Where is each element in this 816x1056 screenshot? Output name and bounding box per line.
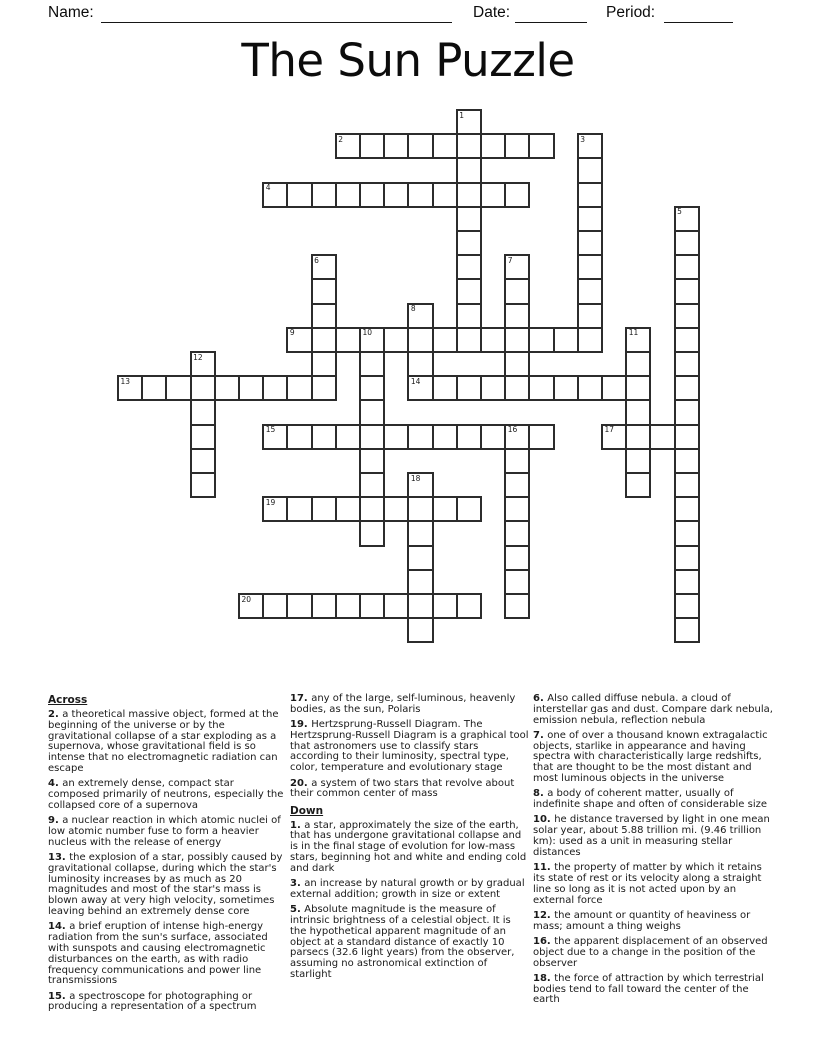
grid-cell-r19c12[interactable] bbox=[407, 569, 433, 595]
grid-cell-r18c23[interactable] bbox=[674, 545, 700, 571]
grid-cell-r14c10[interactable] bbox=[359, 448, 385, 474]
grid-cell-r1c14[interactable] bbox=[456, 133, 482, 159]
grid-cell-r14c23[interactable] bbox=[674, 448, 700, 474]
grid-cell-r3c13[interactable] bbox=[432, 182, 458, 208]
clue-13-across: 13. the explosion of a star, possibly caused by gravitational collapse, during which the star's luminosity increases by as much as 20 magnitudes and most of the star's mass is blown away at very high velocity, sometimes leaving behind an extremely dense core bbox=[48, 852, 283, 918]
clue-12-down: 12. the amount or quantity of heaviness or mass; amount a thing weighs bbox=[533, 909, 751, 932]
grid-cell-r20c5[interactable] bbox=[238, 593, 264, 619]
grid-cell-r16c10[interactable] bbox=[359, 496, 385, 522]
grid-cell-r5c19[interactable] bbox=[577, 230, 603, 256]
grid-cell-r11c17[interactable] bbox=[528, 375, 554, 401]
grid-cell-r11c21[interactable] bbox=[625, 375, 651, 401]
grid-cell-r13c15[interactable] bbox=[480, 424, 506, 450]
grid-cell-r11c1[interactable] bbox=[141, 375, 167, 401]
grid-cell-r18c16[interactable] bbox=[504, 545, 530, 571]
down-clues-list bbox=[290, 821, 530, 981]
grid-cell-r8c19[interactable] bbox=[577, 303, 603, 329]
grid-cell-r11c16[interactable] bbox=[504, 375, 530, 401]
grid-cell-r16c14[interactable] bbox=[456, 496, 482, 522]
cell-number: 3 bbox=[580, 134, 586, 144]
cell-number: 2 bbox=[338, 134, 344, 144]
grid-cell-r7c8[interactable] bbox=[311, 278, 337, 304]
grid-cell-r20c12[interactable] bbox=[407, 593, 433, 619]
clue-20-across: 20. a system of two stars that revolve about their common center of mass bbox=[290, 777, 515, 800]
grid-cell-r12c10[interactable] bbox=[359, 399, 385, 425]
grid-cell-r20c16[interactable] bbox=[504, 593, 530, 619]
grid-cell-r4c14[interactable] bbox=[456, 206, 482, 232]
grid-cell-r13c23[interactable] bbox=[674, 424, 700, 450]
grid-cell-r11c2[interactable] bbox=[165, 375, 191, 401]
grid-cell-r7c23[interactable] bbox=[674, 278, 700, 304]
date-label: Date: bbox=[473, 4, 511, 21]
clue-number: 5. bbox=[290, 904, 305, 916]
grid-cell-r1c15[interactable] bbox=[480, 133, 506, 159]
cell-number: 18 bbox=[410, 473, 421, 483]
grid-cell-r1c9[interactable] bbox=[335, 133, 361, 159]
name-input-line[interactable] bbox=[101, 0, 452, 23]
grid-cell-r15c21[interactable] bbox=[625, 472, 651, 498]
grid-cell-r11c23[interactable] bbox=[674, 375, 700, 401]
grid-cell-r8c16[interactable] bbox=[504, 303, 530, 329]
cell-number: 16 bbox=[507, 425, 518, 435]
grid-cell-r2c19[interactable] bbox=[577, 157, 603, 183]
grid-cell-r12c21[interactable] bbox=[625, 399, 651, 425]
grid-cell-r9c23[interactable] bbox=[674, 327, 700, 353]
grid-cell-r15c3[interactable] bbox=[190, 472, 216, 498]
clue-number: 11. bbox=[533, 862, 555, 874]
grid-cell-r20c7[interactable] bbox=[286, 593, 312, 619]
clue-14-across: 14. a brief eruption of intense high-energy radiation from the sun's surface, associated with sunspots and causing electromagnetic disturbances on the earth, as with radio frequency communications and power line transmissions bbox=[48, 921, 268, 987]
cell-number: 19 bbox=[265, 497, 276, 507]
clue-number: 8. bbox=[533, 788, 548, 800]
clue-6-down: 6. Also called diffuse nebula. a cloud of interstellar gas and dust. Compare dark nebula, emission nebula, reflection nebula bbox=[533, 693, 773, 726]
grid-cell-r9c16[interactable] bbox=[504, 327, 530, 353]
grid-cell-r8c14[interactable] bbox=[456, 303, 482, 329]
clue-number: 16. bbox=[533, 935, 555, 947]
across-clues-list-continued bbox=[290, 694, 530, 800]
clue-7-down: 7. one of over a thousand known extragalactic objects, starlike in appearance and having spectra with characteristically large redshifts, that are thought to be the most distant and most luminous objects in the universe bbox=[533, 729, 768, 785]
grid-cell-r9c8[interactable] bbox=[311, 327, 337, 353]
grid-cell-r21c23[interactable] bbox=[674, 617, 700, 643]
grid-cell-r7c14[interactable] bbox=[456, 278, 482, 304]
page-title: The Sun Puzzle bbox=[241, 34, 575, 87]
grid-cell-r13c3[interactable] bbox=[190, 424, 216, 450]
grid-cell-r7c19[interactable] bbox=[577, 278, 603, 304]
clue-number: 19. bbox=[290, 719, 312, 731]
grid-cell-r8c8[interactable] bbox=[311, 303, 337, 329]
grid-cell-r6c23[interactable] bbox=[674, 254, 700, 280]
grid-cell-r16c6[interactable] bbox=[262, 496, 288, 522]
clue-18-down: 18. the force of attraction by which terrestrial bodies tend to fall toward the center of the earth bbox=[533, 972, 764, 1006]
clue-number: 2. bbox=[48, 709, 63, 720]
grid-cell-r11c13[interactable] bbox=[432, 375, 458, 401]
grid-cell-r5c14[interactable] bbox=[456, 230, 482, 256]
cell-number: 4 bbox=[265, 183, 271, 193]
clue-16-down: 16. the apparent displacement of an observed object due to a change in the position of the observer bbox=[533, 935, 768, 969]
grid-cell-r9c11[interactable] bbox=[383, 327, 409, 353]
grid-cell-r6c19[interactable] bbox=[577, 254, 603, 280]
name-label: Name: bbox=[48, 4, 94, 21]
clue-number: 14. bbox=[48, 921, 70, 933]
clue-15-across: 15. a spectroscope for photographing or producing a representation of a spectrum bbox=[48, 990, 257, 1013]
grid-cell-r1c12[interactable] bbox=[407, 133, 433, 159]
clue-17-across: 17. any of the large, self-luminous, heavenly bodies, as the sun, Polaris bbox=[290, 693, 516, 715]
grid-cell-r15c12[interactable] bbox=[407, 472, 433, 498]
clue-number: 13. bbox=[48, 852, 70, 864]
grid-cell-r11c4[interactable] bbox=[214, 375, 240, 401]
grid-cell-r9c14[interactable] bbox=[456, 327, 482, 353]
grid-cell-r11c14[interactable] bbox=[456, 375, 482, 401]
cell-number: 11 bbox=[628, 328, 639, 338]
grid-cell-r11c19[interactable] bbox=[577, 375, 603, 401]
grid-cell-r17c16[interactable] bbox=[504, 520, 530, 546]
grid-cell-r9c13[interactable] bbox=[432, 327, 458, 353]
grid-cell-r3c14[interactable] bbox=[456, 182, 482, 208]
grid-cell-r15c10[interactable] bbox=[359, 472, 385, 498]
clue-number: 7. bbox=[533, 729, 548, 741]
cell-number: 5 bbox=[677, 207, 682, 217]
grid-cell-r19c23[interactable] bbox=[674, 569, 700, 595]
grid-cell-r12c23[interactable] bbox=[674, 399, 700, 425]
grid-cell-r11c8[interactable] bbox=[311, 375, 337, 401]
grid-cell-r1c16[interactable] bbox=[504, 133, 530, 159]
cell-number: 17 bbox=[604, 425, 615, 435]
cell-number: 13 bbox=[120, 376, 131, 386]
grid-cell-r20c6[interactable] bbox=[262, 593, 288, 619]
cell-number: 10 bbox=[362, 328, 373, 338]
cell-number: 15 bbox=[265, 425, 276, 435]
grid-cell-r16c12[interactable] bbox=[407, 496, 433, 522]
grid-cell-r20c9[interactable] bbox=[335, 593, 361, 619]
grid-cell-r9c15[interactable] bbox=[480, 327, 506, 353]
grid-cell-r10c8[interactable] bbox=[311, 351, 337, 377]
clue-number: 12. bbox=[533, 909, 555, 921]
clue-column-1 bbox=[48, 694, 288, 1018]
grid-cell-r18c12[interactable] bbox=[407, 545, 433, 571]
grid-cell-r16c13[interactable] bbox=[432, 496, 458, 522]
grid-cell-r3c12[interactable] bbox=[407, 182, 433, 208]
clue-number: 1. bbox=[290, 819, 305, 831]
grid-cell-r9c7[interactable] bbox=[286, 327, 312, 353]
grid-cell-r10c23[interactable] bbox=[674, 351, 700, 377]
period-input-line[interactable] bbox=[664, 0, 733, 23]
down-clues-list-continued bbox=[533, 694, 773, 1006]
grid-cell-r15c16[interactable] bbox=[504, 472, 530, 498]
grid-cell-r10c21[interactable] bbox=[625, 351, 651, 377]
grid-cell-r16c23[interactable] bbox=[674, 496, 700, 522]
clue-number: 10. bbox=[533, 814, 555, 826]
down-header: Down bbox=[290, 804, 324, 817]
grid-cell-r5c23[interactable] bbox=[674, 230, 700, 256]
grid-cell-r9c19[interactable] bbox=[577, 327, 603, 353]
grid-cell-r3c19[interactable] bbox=[577, 182, 603, 208]
cell-number: 6 bbox=[314, 255, 319, 265]
grid-cell-r19c16[interactable] bbox=[504, 569, 530, 595]
grid-cell-r16c7[interactable] bbox=[286, 496, 312, 522]
grid-cell-r4c23[interactable] bbox=[674, 206, 700, 232]
grid-cell-r13c21[interactable] bbox=[625, 424, 651, 450]
clue-column-2 bbox=[290, 694, 530, 985]
grid-cell-r11c3[interactable] bbox=[190, 375, 216, 401]
grid-cell-r9c21[interactable] bbox=[625, 327, 651, 353]
grid-cell-r1c10[interactable] bbox=[359, 133, 385, 159]
grid-cell-r11c20[interactable] bbox=[601, 375, 627, 401]
grid-cell-r11c15[interactable] bbox=[480, 375, 506, 401]
grid-cell-r3c16[interactable] bbox=[504, 182, 530, 208]
cell-number: 12 bbox=[193, 352, 203, 362]
clue-4-across: 4. an extremely dense, compact star composed primarily of neutrons, especially the collapsed core of a supernova bbox=[48, 778, 284, 811]
grid-cell-r3c11[interactable] bbox=[383, 182, 409, 208]
across-header: Across bbox=[48, 694, 88, 706]
grid-cell-r3c8[interactable] bbox=[311, 182, 337, 208]
cell-number: 1 bbox=[459, 110, 465, 120]
grid-cell-r9c12[interactable] bbox=[407, 327, 433, 353]
cell-number: 14 bbox=[410, 376, 421, 386]
grid-cell-r20c11[interactable] bbox=[383, 593, 409, 619]
clue-number: 3. bbox=[290, 878, 305, 890]
grid-cell-r14c16[interactable] bbox=[504, 448, 530, 474]
grid-cell-r1c19[interactable] bbox=[577, 133, 603, 159]
clue-1-down: 1. a star, approximately the size of the earth, that has undergone gravitational collapse and is in the final stage of evolution for low-mass stars, beginning hot and white and ending cold and dark bbox=[290, 819, 527, 874]
clue-11-down: 11. the property of matter by which it retains its state of rest or its velocity along a straight line so long as it is not acted upon by an external force bbox=[533, 862, 762, 906]
grid-cell-r17c12[interactable] bbox=[407, 520, 433, 546]
grid-cell-r11c12[interactable] bbox=[407, 375, 433, 401]
grid-cell-r9c18[interactable] bbox=[553, 327, 579, 353]
grid-cell-r11c7[interactable] bbox=[286, 375, 312, 401]
grid-cell-r16c11[interactable] bbox=[383, 496, 409, 522]
grid-cell-r16c9[interactable] bbox=[335, 496, 361, 522]
grid-cell-r13c14[interactable] bbox=[456, 424, 482, 450]
grid-cell-r11c18[interactable] bbox=[553, 375, 579, 401]
grid-cell-r9c17[interactable] bbox=[528, 327, 554, 353]
clue-number: 4. bbox=[48, 778, 63, 790]
grid-cell-r21c12[interactable] bbox=[407, 617, 433, 643]
grid-cell-r20c8[interactable] bbox=[311, 593, 337, 619]
grid-cell-r3c6[interactable] bbox=[262, 182, 288, 208]
grid-cell-r1c11[interactable] bbox=[383, 133, 409, 159]
clue-number: 9. bbox=[48, 815, 63, 827]
grid-cell-r16c8[interactable] bbox=[311, 496, 337, 522]
grid-cell-r9c10[interactable] bbox=[359, 327, 385, 353]
grid-cell-r13c16[interactable] bbox=[504, 424, 530, 450]
grid-cell-r12c3[interactable] bbox=[190, 399, 216, 425]
clue-number: 17. bbox=[290, 693, 312, 704]
cell-number: 8 bbox=[410, 304, 416, 314]
clue-10-down: 10. he distance traversed by light in one mean solar year, about 5.88 trillion mi. (9.46 trillion km): used as a unit in measuring stellar distances bbox=[533, 814, 770, 858]
clue-number: 15. bbox=[48, 990, 70, 1002]
grid-cell-r4c19[interactable] bbox=[577, 206, 603, 232]
grid-cell-r1c17[interactable] bbox=[528, 133, 554, 159]
grid-cell-r3c7[interactable] bbox=[286, 182, 312, 208]
grid-cell-r20c14[interactable] bbox=[456, 593, 482, 619]
grid-cell-r1c13[interactable] bbox=[432, 133, 458, 159]
grid-cell-r3c9[interactable] bbox=[335, 182, 361, 208]
grid-cell-r20c13[interactable] bbox=[432, 593, 458, 619]
grid-cell-r13c11[interactable] bbox=[383, 424, 409, 450]
grid-cell-r10c3[interactable] bbox=[190, 351, 216, 377]
grid-cell-r8c12[interactable] bbox=[407, 303, 433, 329]
clue-9-across: 9. a nuclear reaction in which atomic nuclei of low atomic number fuse to form a heavier nucleus with the release of energy bbox=[48, 815, 281, 848]
period-label: Period: bbox=[606, 4, 656, 21]
grid-cell-r13c22[interactable] bbox=[649, 424, 675, 450]
grid-cell-r10c12[interactable] bbox=[407, 351, 433, 377]
grid-cell-r13c12[interactable] bbox=[407, 424, 433, 450]
cell-number: 9 bbox=[289, 328, 295, 338]
grid-cell-r13c8[interactable] bbox=[311, 424, 337, 450]
grid-cell-r13c7[interactable] bbox=[286, 424, 312, 450]
grid-cell-r0c14[interactable] bbox=[456, 109, 482, 135]
clue-column-3 bbox=[533, 694, 773, 1011]
grid-cell-r11c10[interactable] bbox=[359, 375, 385, 401]
clue-3-down: 3. an increase by natural growth or by gradual external addition; growth in size or extent bbox=[290, 878, 525, 900]
grid-cell-r6c14[interactable] bbox=[456, 254, 482, 280]
clue-number: 6. bbox=[533, 693, 548, 704]
date-input-line[interactable] bbox=[515, 0, 587, 23]
clue-2-across: 2. a theoretical massive object, formed at the beginning of the universe or by the gravitational collapse of a star exploding as a supernova, whose gravitational field is so intense that no electromagnetic radiation can escape bbox=[48, 709, 279, 774]
grid-cell-r13c10[interactable] bbox=[359, 424, 385, 450]
grid-cell-r14c21[interactable] bbox=[625, 448, 651, 474]
grid-cell-r14c3[interactable] bbox=[190, 448, 216, 474]
clue-number: 20. bbox=[290, 777, 312, 789]
grid-cell-r11c5[interactable] bbox=[238, 375, 264, 401]
grid-cell-r13c13[interactable] bbox=[432, 424, 458, 450]
grid-cell-r3c10[interactable] bbox=[359, 182, 385, 208]
grid-cell-r10c16[interactable] bbox=[504, 351, 530, 377]
grid-cell-r20c23[interactable] bbox=[674, 593, 700, 619]
grid-cell-r11c6[interactable] bbox=[262, 375, 288, 401]
across-clues-list bbox=[48, 710, 288, 1013]
grid-cell-r13c20[interactable] bbox=[601, 424, 627, 450]
grid-cell-r6c16[interactable] bbox=[504, 254, 530, 280]
grid-cell-r16c16[interactable] bbox=[504, 496, 530, 522]
grid-cell-r9c9[interactable] bbox=[335, 327, 361, 353]
grid-cell-r2c14[interactable] bbox=[456, 157, 482, 183]
clue-number: 18. bbox=[533, 972, 555, 984]
grid-cell-r11c0[interactable] bbox=[117, 375, 143, 401]
grid-cell-r8c23[interactable] bbox=[674, 303, 700, 329]
grid-cell-r7c16[interactable] bbox=[504, 278, 530, 304]
cell-number: 20 bbox=[241, 594, 252, 604]
grid-cell-r13c17[interactable] bbox=[528, 424, 554, 450]
grid-cell-r10c10[interactable] bbox=[359, 351, 385, 377]
cell-number: 7 bbox=[507, 255, 513, 265]
grid-cell-r13c6[interactable] bbox=[262, 424, 288, 450]
clue-19-across: 19. Hertzsprung-Russell Diagram. The Hertzsprung-Russell Diagram is a graphical tool that astronomers use to classify stars according to their luminosity, spectral type, color, temperature and evolutionary stage bbox=[290, 719, 529, 774]
clue-5-down: 5. Absolute magnitude is the measure of intrinsic brightness of a celestial object. It is the hypothetical apparent magnitude of an object at a standard distance of exactly 10 parsecs (32.6 light years) from the observer, assuming no astronomical extinction of starlight bbox=[290, 904, 515, 981]
clue-8-down: 8. a body of coherent matter, usually of indefinite shape and often of considerable size bbox=[533, 788, 768, 811]
grid-cell-r15c23[interactable] bbox=[674, 472, 700, 498]
grid-cell-r17c10[interactable] bbox=[359, 520, 385, 546]
grid-cell-r6c8[interactable] bbox=[311, 254, 337, 280]
grid-cell-r20c10[interactable] bbox=[359, 593, 385, 619]
grid-cell-r3c15[interactable] bbox=[480, 182, 506, 208]
grid-cell-r13c9[interactable] bbox=[335, 424, 361, 450]
grid-cell-r17c23[interactable] bbox=[674, 520, 700, 546]
